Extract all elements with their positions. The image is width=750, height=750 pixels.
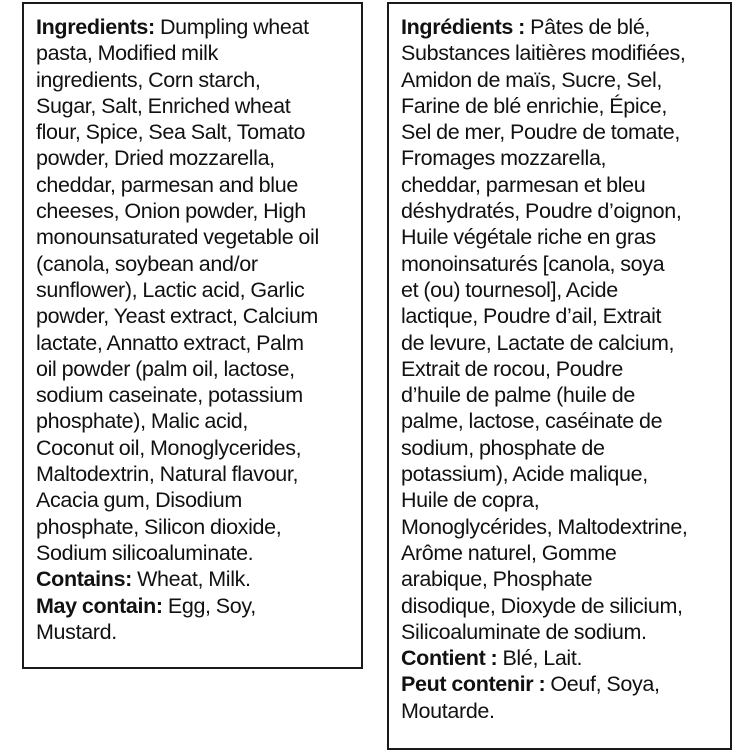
- french-ingredients-line: cheddar, parmesan et bleu: [401, 172, 646, 197]
- french-ingredients-line: disodique, Dioxyde de silicium,: [401, 593, 683, 618]
- english-ingredients-line: sodium caseinate, potassium: [36, 383, 303, 408]
- french-ingredients-line: lactique, Poudre d’ail, Extrait: [401, 304, 662, 329]
- french-contains-label: Contient :: [401, 646, 498, 671]
- english-ingredients-line: lactate, Annatto extract, Palm: [36, 330, 304, 355]
- french-ingredients-line: Monoglycérides, Maltodextrine,: [401, 514, 688, 539]
- french-ingredients-line: Huile de copra,: [401, 488, 540, 513]
- english-ingredients-line: Coconut oil, Monoglycerides,: [36, 435, 302, 460]
- french-ingredients-line: Amidon de maïs, Sucre, Sel,: [401, 67, 663, 92]
- french-ingredients-line: palme, lactose, caséinate de: [401, 409, 663, 434]
- english-ingredients-line: cheddar, parmesan and blue: [36, 172, 298, 197]
- english-ingredients-first-line: [36, 14, 351, 40]
- french-ingredients-line: déshydratés, Poudre d’oignon,: [401, 199, 682, 224]
- english-ingredients-line: phosphate), Malic acid,: [36, 409, 249, 434]
- french-may-contain-line: [401, 671, 720, 697]
- english-contains-line: [36, 566, 351, 592]
- english-ingredients-line: Dumpling wheat: [159, 15, 309, 39]
- english-may-contain-line: [36, 593, 351, 619]
- french-ingredients-panel: [387, 2, 732, 750]
- english-ingredients-line: Sodium silicoaluminate.: [36, 540, 254, 565]
- french-ingredients-line: sodium, phosphate de: [401, 435, 605, 460]
- french-ingredients-line: Sel de mer, Poudre de tomate,: [401, 120, 680, 145]
- english-ingredients-line: cheeses, Onion powder, High: [36, 199, 306, 224]
- english-ingredients-line: (canola, soybean and/or: [36, 251, 258, 276]
- english-may-contain-text: Egg, Soy,: [167, 593, 256, 618]
- english-ingredients-line: oil powder (palm oil, lactose,: [36, 356, 295, 381]
- english-ingredients-line: sunflower), Lactic acid, Garlic: [36, 277, 305, 302]
- english-may-contain-text-continued: Mustard.: [36, 619, 117, 644]
- french-contains-line: [401, 645, 720, 671]
- english-ingredients-line: powder, Yeast extract, Calcium: [36, 304, 318, 329]
- english-ingredients-line: phosphate, Silicon dioxide,: [36, 514, 282, 539]
- french-may-contain-text-continued: Moutarde.: [401, 698, 495, 723]
- english-may-contain-label: May contain:: [36, 593, 163, 618]
- french-ingredients-line: arabique, Phosphate: [401, 567, 593, 592]
- french-ingredients-line: Fromages mozzarella,: [401, 146, 607, 171]
- english-ingredients-line: powder, Dried mozzarella,: [36, 146, 275, 171]
- french-contains-text: Blé, Lait.: [502, 646, 583, 671]
- french-ingredients-line: d’huile de palme (huile de: [401, 383, 635, 408]
- french-ingredients-line: de levure, Lactate de calcium,: [401, 330, 675, 355]
- french-ingredients-line: et (ou) tournesol], Acide: [401, 277, 618, 302]
- english-ingredients-label: Ingredients:: [36, 15, 155, 39]
- english-contains-label: Contains:: [36, 567, 132, 592]
- french-ingredients-line: Pâtes de blé,: [530, 15, 651, 39]
- french-ingredients-line: Silicoaluminate de sodium.: [401, 619, 647, 644]
- french-ingredients-line: Extrait de rocou, Poudre: [401, 356, 623, 381]
- french-may-contain-text: Oeuf, Soya,: [550, 672, 660, 697]
- english-ingredients-line: monounsaturated vegetable oil: [36, 225, 319, 250]
- english-ingredients-line: pasta, Modified milk: [36, 41, 218, 66]
- french-ingredients-line: Arôme naturel, Gomme: [401, 540, 617, 565]
- french-ingredients-line: monoinsaturés [canola, soya: [401, 251, 665, 276]
- english-contains-text: Wheat, Milk.: [137, 567, 251, 592]
- english-ingredients-line: Acacia gum, Disodium: [36, 488, 242, 513]
- french-ingredients-label: Ingrédients :: [401, 15, 525, 39]
- english-ingredients-line: flour, Spice, Sea Salt, Tomato: [36, 120, 306, 145]
- french-ingredients-line: potassium), Acide malique,: [401, 462, 648, 487]
- english-ingredients-line: Maltodextrin, Natural flavour,: [36, 462, 299, 487]
- english-ingredients-panel: [22, 2, 363, 669]
- french-ingredients-line: Farine de blé enrichie, Épice,: [401, 93, 667, 118]
- french-ingredients-line: Huile végétale riche en gras: [401, 225, 656, 250]
- french-ingredients-line: Substances laitières modifiées,: [401, 41, 686, 66]
- english-ingredients-line: ingredients, Corn starch,: [36, 67, 261, 92]
- french-may-contain-label: Peut contenir :: [401, 672, 546, 697]
- english-ingredients-line: Sugar, Salt, Enriched wheat: [36, 93, 291, 118]
- french-ingredients-first-line: [401, 14, 720, 40]
